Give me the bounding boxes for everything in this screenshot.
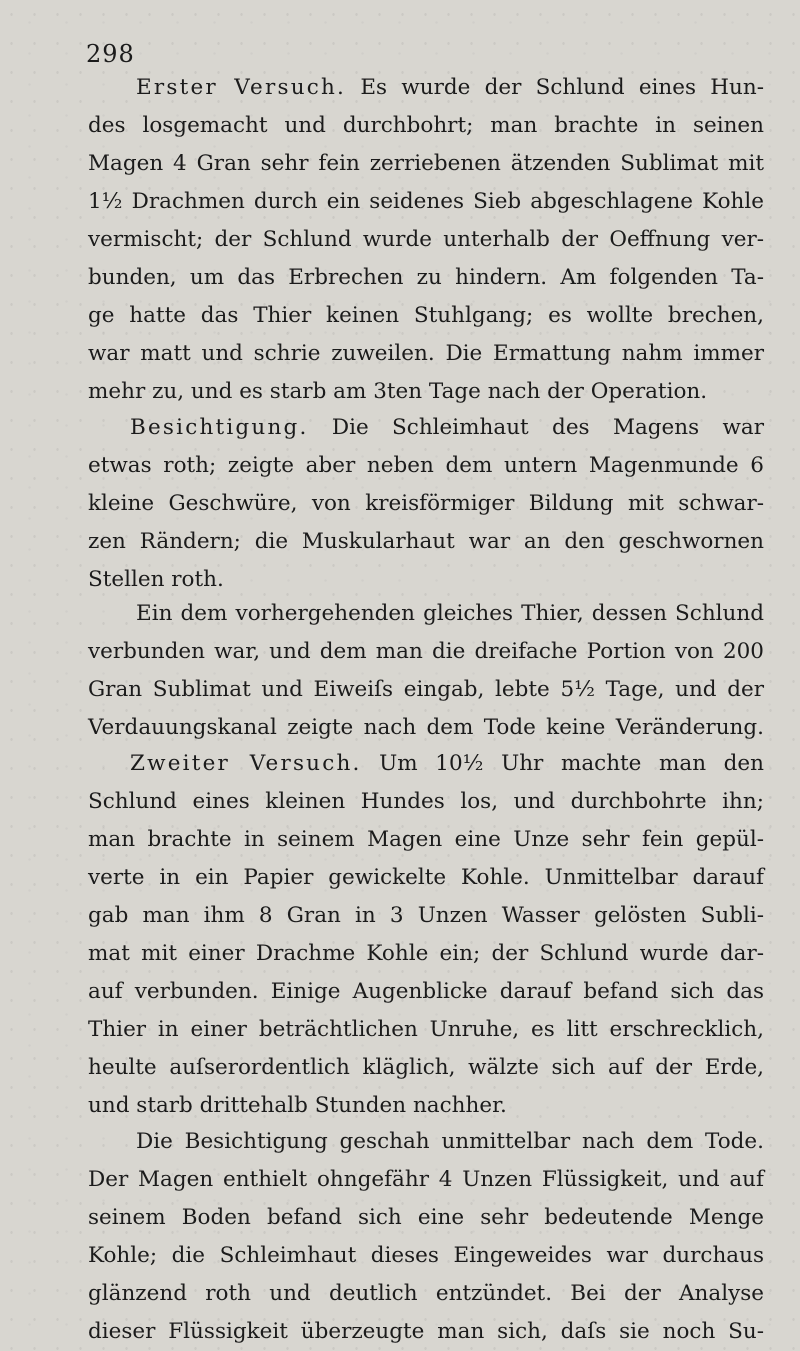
text-line: Kohle; die Schleimhaut dieses Eingeweides war durchaus (88, 1243, 764, 1268)
text-line: man brachte in seinem Magen eine Unze sehr fein gepül- (88, 827, 764, 852)
page-number: 298 (86, 40, 135, 68)
text-line: Besichtigung. Die Schleimhaut des Magens war (130, 415, 764, 440)
text-line: vermischt; der Schlund wurde unterhalb der Oeffnung ver- (88, 227, 764, 252)
text-line: Ein dem vorhergehenden gleiches Thier, dessen Schlund (136, 601, 764, 626)
text-line: mat mit einer Drachme Kohle ein; der Schlund wurde dar- (88, 941, 764, 966)
text-line: zen Rändern; die Muskularhaut war an den geschwornen (88, 529, 764, 554)
text-line: gab man ihm 8 Gran in 3 Unzen Wasser gelösten Subli- (88, 903, 764, 928)
text-line: Gran Sublimat und Eiweiſs eingab, lebte 5½ Tage, und der (88, 677, 764, 702)
text-line: 1½ Drachmen durch ein seidenes Sieb abgeschlagene Kohle (88, 189, 764, 214)
text-line: Magen 4 Gran sehr fein zerriebenen ätzenden Sublimat mit (88, 151, 764, 176)
text-line: heulte auſserordentlich kläglich, wälzte sich auf der Erde, (88, 1055, 764, 1080)
text-line: verte in ein Papier gewickelte Kohle. Unmittelbar darauf (88, 865, 764, 890)
text-line: glänzend roth und deutlich entzündet. Bei der Analyse (88, 1281, 764, 1306)
text-line: ge hatte das Thier keinen Stuhlgang; es wollte brechen, (88, 303, 764, 328)
text-line: etwas roth; zeigte aber neben dem untern Magenmunde 6 (88, 453, 764, 478)
text-line: Thier in einer beträchtlichen Unruhe, es litt erschrecklich, (88, 1017, 764, 1042)
text-line: Schlund eines kleinen Hundes los, und durchbohrte ihn; (88, 789, 764, 814)
text-line: auf verbunden. Einige Augenblicke darauf befand sich das (88, 979, 764, 1004)
section-heading: Erster Versuch. (136, 75, 347, 100)
text-line: Stellen roth. (88, 567, 224, 592)
text-line: bunden, um das Erbrechen zu hindern. Am folgenden Ta- (88, 265, 764, 290)
text-line: des losgemacht und durchbohrt; man brachte in seinen (88, 113, 764, 138)
text-line: Verdauungskanal zeigte nach dem Tode keine Veränderung. (88, 715, 764, 740)
text-line: seinem Boden befand sich eine sehr bedeutende Menge (88, 1205, 764, 1230)
text-line: dieser Flüssigkeit überzeugte man sich, daſs sie noch Su- (88, 1319, 764, 1344)
text-line: mehr zu, und es starb am 3ten Tage nach der Operation. (88, 379, 708, 404)
section-heading: Zweiter Versuch. (130, 751, 362, 776)
text-line: kleine Geschwüre, von kreisförmiger Bildung mit schwar- (88, 491, 764, 516)
text-line: Zweiter Versuch. Um 10½ Uhr machte man den (130, 751, 765, 776)
text-line: Die Besichtigung geschah unmittelbar nach dem Tode. (136, 1129, 764, 1154)
text-line: war matt und schrie zuweilen. Die Ermattung nahm immer (88, 341, 764, 366)
section-heading: Besichtigung. (130, 415, 309, 440)
text-line: Erster Versuch. Es wurde der Schlund eines Hun- (136, 75, 765, 100)
text-line: verbunden war, und dem man die dreifache Portion von 200 (88, 639, 764, 664)
text-line: und starb drittehalb Stunden nachher. (88, 1093, 507, 1118)
text-line: Der Magen enthielt ohngefähr 4 Unzen Flüssigkeit, und auf (88, 1167, 764, 1192)
